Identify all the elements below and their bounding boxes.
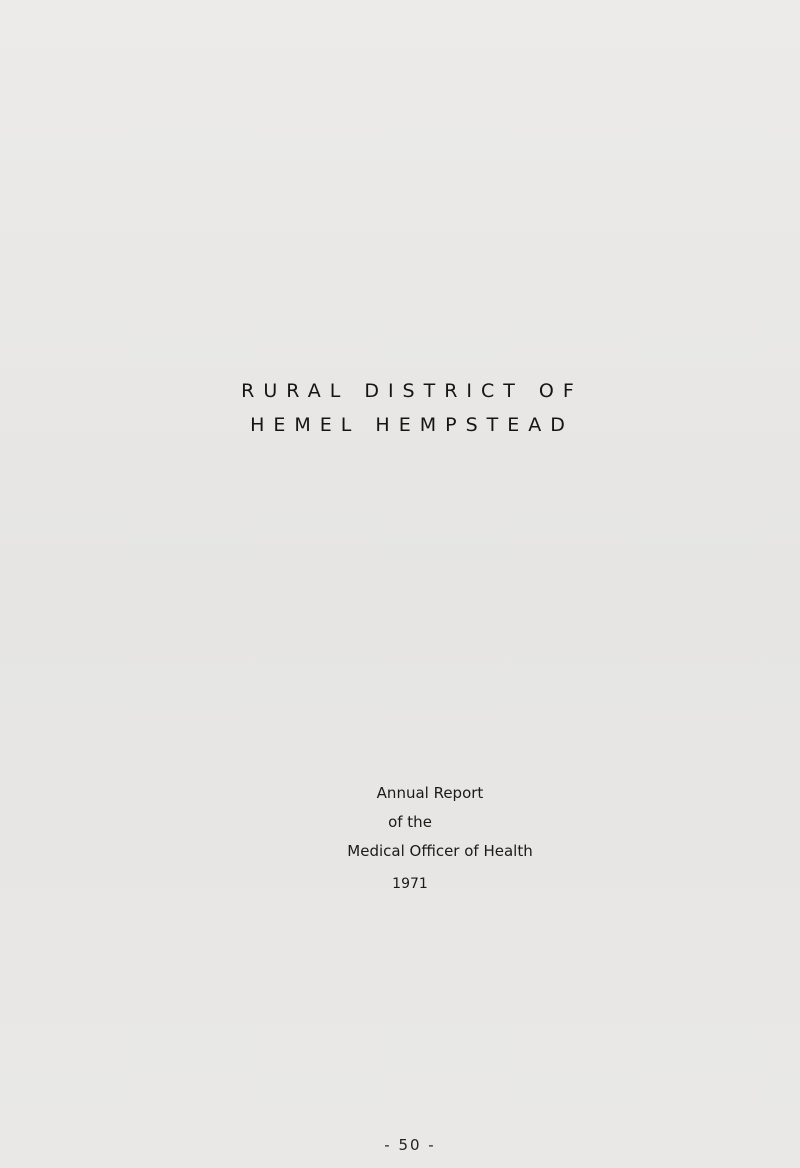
district-title-line-1: RURAL DISTRICT OF — [241, 380, 583, 402]
report-year: 1971 — [392, 876, 428, 892]
report-title: Annual Report — [376, 784, 484, 802]
report-officer-text: Medical Officer of Health — [347, 842, 533, 860]
page-number: - 50 - — [384, 1136, 436, 1154]
report-of-text: of the — [388, 813, 432, 831]
district-title-line-2: HEMEL HEMPSTEAD — [250, 414, 574, 436]
